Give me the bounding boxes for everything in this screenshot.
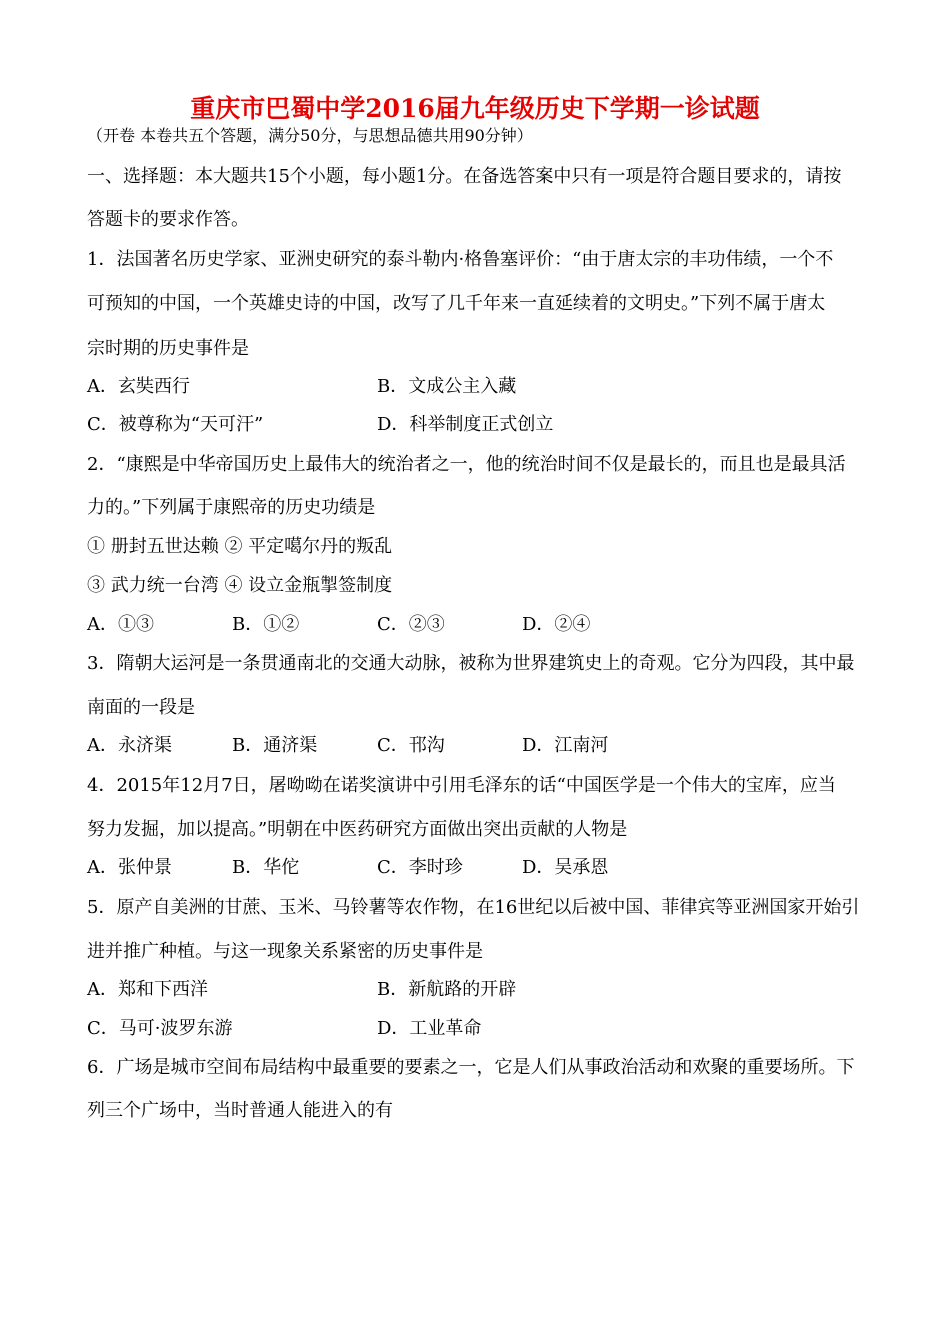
question-4-line-1: 4．2015年12月7日，屠呦呦在诺奖演讲中引用毛泽东的话“中国医学是一个伟大的宝库，应当	[87, 775, 836, 796]
question-5-option-a: A．郑和下西洋	[87, 979, 208, 1000]
question-3-line-2: 南面的一段是	[87, 697, 195, 718]
section-instructions-line-1: 一、选择题：本大题共15个小题，每小题1分。在备选答案中只有一项是符合题目要求的，请按	[87, 166, 842, 187]
question-1-option-c: C．被尊称为“天可汗”	[87, 414, 264, 435]
question-2-statements-2: ③ 武力统一台湾 ④ 设立金瓶掣签制度	[87, 575, 393, 596]
question-1-line-2: 可预知的中国，一个英雄史诗的中国，改写了几千年来一直延续着的文明史。”下列不属于唐太	[87, 293, 826, 314]
question-5-option-d: D．工业革命	[377, 1018, 482, 1039]
question-4-option-a: A．张仲景	[87, 857, 172, 878]
question-2-option-a: A．①③	[87, 614, 154, 635]
question-6-line-2: 列三个广场中，当时普通人能进入的有	[87, 1100, 393, 1121]
section-instructions-line-2: 答题卡的要求作答。	[87, 209, 249, 230]
question-2-option-d: D．②④	[522, 614, 591, 635]
question-1-line-1: 1．法国著名历史学家、亚洲史研究的泰斗勒内·格鲁塞评价：“由于唐太宗的丰功伟绩，一个不	[87, 249, 834, 270]
question-2-line-1: 2．“康熙是中华帝国历史上最伟大的统治者之一，他的统治时间不仅是最长的，而且也是最具活	[87, 454, 846, 475]
question-4-option-b: B．华佗	[232, 857, 300, 878]
question-2-option-b: B．①②	[232, 614, 300, 635]
question-3-option-c: C．邗沟	[377, 735, 445, 756]
question-5-option-c: C．马可·波罗东游	[87, 1018, 233, 1039]
question-4-line-2: 努力发掘，加以提高。”明朝在中医药研究方面做出突出贡献的人物是	[87, 819, 628, 840]
question-2-statements-1: ① 册封五世达赖 ② 平定噶尔丹的叛乱	[87, 536, 393, 557]
question-3-line-1: 3．隋朝大运河是一条贯通南北的交通大动脉，被称为世界建筑史上的奇观。它分为四段，其中最	[87, 653, 855, 674]
question-2-line-2: 力的。”下列属于康熙帝的历史功绩是	[87, 497, 376, 518]
question-3-option-a: A．永济渠	[87, 735, 172, 756]
question-5-option-b: B．新航路的开辟	[377, 979, 517, 1000]
question-4-option-d: D．吴承恩	[522, 857, 609, 878]
question-6-line-1: 6．广场是城市空间布局结构中最重要的要素之一，它是人们从事政治活动和欢聚的重要场所。下	[87, 1057, 855, 1078]
exam-title: 重庆市巴蜀中学2016届九年级历史下学期一诊试题	[190, 94, 760, 123]
question-2-option-c: C．②③	[377, 614, 445, 635]
question-4-option-c: C．李时珍	[377, 857, 463, 878]
question-3-option-d: D．江南河	[522, 735, 609, 756]
exam-subtitle: （开卷 本卷共五个答题，满分50分，与思想品德共用90分钟）	[87, 126, 533, 145]
question-3-option-b: B．通济渠	[232, 735, 318, 756]
question-1-option-a: A．玄奘西行	[87, 376, 190, 397]
question-5-line-2: 进并推广种植。与这一现象关系紧密的历史事件是	[87, 941, 483, 962]
question-5-line-1: 5．原产自美洲的甘蔗、玉米、马铃薯等农作物，在16世纪以后被中国、菲律宾等亚洲国家开始引	[87, 897, 860, 918]
question-1-line-3: 宗时期的历史事件是	[87, 338, 249, 359]
question-1-option-d: D．科举制度正式创立	[377, 414, 554, 435]
question-1-option-b: B．文成公主入藏	[377, 376, 517, 397]
